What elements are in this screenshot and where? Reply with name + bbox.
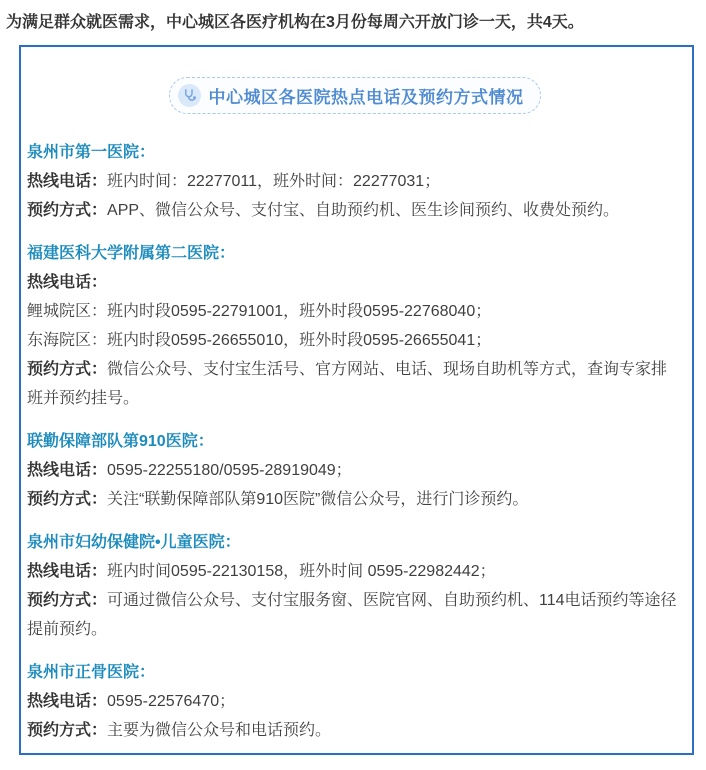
- line-text: 微信公众号、支付宝生活号、官方网站、电话、现场自助机等方式，查询专家排班并预约挂号。: [27, 361, 668, 407]
- stethoscope-icon: [178, 84, 201, 107]
- hospital-section-fujian-second-affiliated: [27, 239, 682, 413]
- line-text: 东海院区：班内时段0595-26655010，班外时段0595-26655041；: [27, 332, 492, 349]
- hospital-name: 泉州市正骨医院：: [27, 664, 156, 681]
- hotline-line: [27, 456, 682, 485]
- hotline-line: [27, 557, 682, 586]
- hospital-name: 联勤保障部队第910医院：: [27, 433, 214, 450]
- line-label: 热线电话：: [27, 462, 108, 479]
- hospital-name: 泉州市第一医院：: [27, 144, 156, 161]
- line-text: 关注“联勤保障部队第910医院”微信公众号，进行门诊预约。: [107, 491, 529, 508]
- line-label: 热线电话：: [27, 274, 108, 291]
- hospital-section-quanzhou-first: [27, 138, 682, 225]
- booking-line: [27, 355, 682, 413]
- booking-line: [27, 196, 682, 225]
- hotline-line: [27, 268, 682, 297]
- booking-line: [27, 485, 682, 514]
- line-text: 主要为微信公众号和电话预约。: [107, 722, 332, 739]
- hotline-line: [27, 167, 682, 196]
- line-text: 可通过微信公众号、支付宝服务窗、医院官网、自助预约机、114电话预约等途径提前预约。: [27, 592, 677, 638]
- hotline-line: [27, 687, 682, 716]
- line-text: APP、微信公众号、支付宝、自助预约机、医生诊间预约、收费处预约。: [107, 202, 620, 219]
- booking-line: [27, 586, 682, 644]
- hospital-section-maternity-children: [27, 528, 682, 644]
- panel-title-badge: [169, 77, 541, 114]
- line-text: 0595-22255180/0595-28919049；: [107, 462, 352, 479]
- line-label: 热线电话：: [27, 563, 108, 580]
- line-label: 热线电话：: [27, 173, 108, 190]
- hospital-name: 福建医科大学附属第二医院：: [27, 245, 236, 262]
- line-label: 预约方式：: [27, 491, 108, 508]
- line-label: 热线电话：: [27, 693, 108, 710]
- hospital-name: 泉州市妇幼保健院•儿童医院：: [27, 534, 241, 551]
- line-label: 预约方式：: [27, 361, 108, 378]
- line-text: 班内时间：22277011，班外时间：22277031；: [107, 173, 441, 190]
- line-text: 班内时间0595-22130158，班外时间 0595-22982442；: [107, 563, 496, 580]
- intro-text: 为满足群众就医需求，中心城区各医疗机构在3月份每周六开放门诊一天，共4天。: [6, 14, 584, 31]
- campus-line-donghai: [27, 326, 682, 355]
- line-label: 预约方式：: [27, 592, 108, 609]
- booking-line: [27, 716, 682, 745]
- line-text: 0595-22576470；: [107, 693, 236, 710]
- panel-title: 中心城区各医院热点电话及预约方式情况: [208, 88, 524, 107]
- line-text: 鲤城院区：班内时段0595-22791001，班外时段0595-22768040；: [27, 303, 492, 320]
- hospital-section-orthopedic: [27, 658, 682, 745]
- hospital-info-panel: [19, 45, 694, 755]
- panel-title-row: [27, 77, 682, 114]
- campus-line-licheng: [27, 297, 682, 326]
- line-label: 预约方式：: [27, 202, 108, 219]
- hospital-section-910: [27, 427, 682, 514]
- line-label: 预约方式：: [27, 722, 108, 739]
